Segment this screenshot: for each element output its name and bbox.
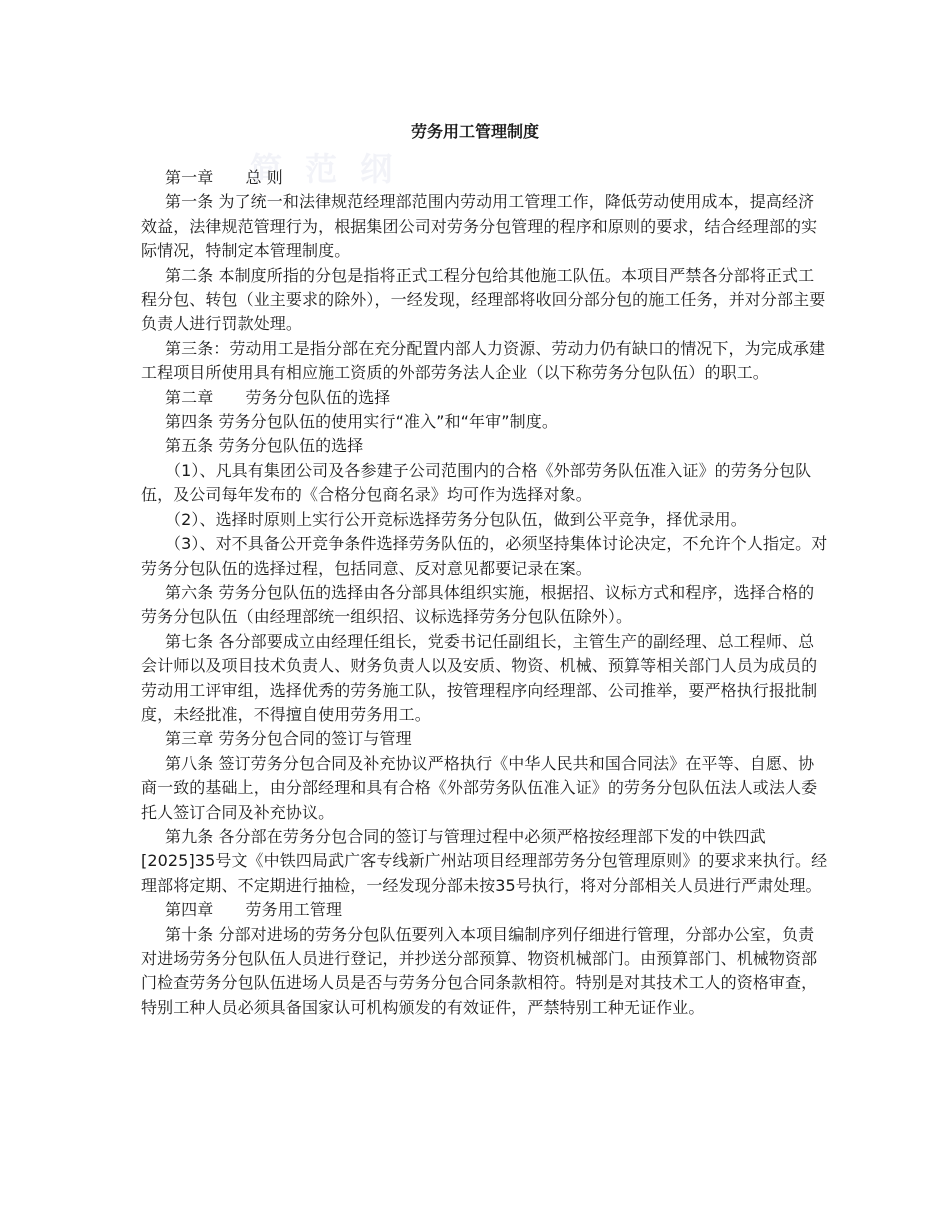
list-item: （3）、对不具备公开竞争条件选择劳务队伍的，必须坚持集体讨论决定，不允许个人指定。对劳务分包队伍的选择过程，包括同意、反对意见都要记录在案。 [141,534,828,578]
document-body [141,166,829,1020]
article-paragraph: 第五条 劳务分包队伍的选择 [165,436,364,456]
article-paragraph: 第四条 劳务分包队伍的使用实行“准入”和“年审”制度。 [165,412,558,432]
chapter-heading: 第三章 劳务分包合同的签订与管理 [165,729,412,749]
article-paragraph: 第一条 为了统一和法律规范经理部范围内劳动用工管理工作，降低劳动使用成本，提高经济效益，法律规范管理行为，根据集团公司对劳务分包管理的程序和原则的要求，结合经理部的实际情况，特制定本管理制度。 [141,192,818,261]
article-paragraph: 第八条 签订劳务分包合同及补充协议严格执行《中华人民共和国合同法》在平等、自愿、协商一致的基础上，由分部经理和具有合格《外部劳务队伍准入证》的劳务分包队伍法人或法人委托人签订合同及补充协议。 [141,753,818,822]
article-paragraph: 第七条 各分部要成立由经理任组长，党委书记任副组长，主管生产的副经理、总工程师、总会计师以及项目技术负责人、财务负责人以及安质、物资、机械、预算等相关部门人员为成员的劳动用工评审组，选择优秀的劳务施工队，按管理程序向经理部、公司推举，要严格执行报批制度，未经批准，不得擅自使用劳务用工。 [141,631,818,724]
chapter-heading: 第二章 劳务分包队伍的选择 [165,387,391,407]
list-item: （2）、选择时原则上实行公开竞标选择劳务分包队伍，做到公平竞争，择优录用。 [165,509,747,529]
article-paragraph: 第九条 各分部在劳务分包合同的签订与管理过程中必须严格按经理部下发的中铁四武[2025]35号文《中铁四局武广客专线新广州站项目经理部劳务分包管理原则》的要求来执行。经理部将定期、不定期进行抽检，一经发现分部未按35号执行，将对分部相关人员进行严肃处理。 [141,826,828,895]
article-paragraph: 第二条 本制度所指的分包是指将正式工程分包给其他施工队伍。本项目严禁各分部将正式工程分包、转包（业主要求的除外），一经发现，经理部将收回分部分包的施工任务，并对分部主要负责人进行罚款处理。 [141,265,826,334]
watermark: 简 范 纲 [250,150,399,188]
article-paragraph: 第三条：劳动用工是指分部在充分配置内部人力资源、劳动力仍有缺口的情况下，为完成承建工程项目所使用具有相应施工资质的外部劳务法人企业（以下称劳务分包队伍）的职工。 [141,338,826,383]
list-item: （1）、凡具有集团公司及各参建子公司范围内的合格《外部劳务队伍准入证》的劳务分包队伍，及公司每年发布的《合格分包商名录》均可作为选择对象。 [141,460,812,505]
chapter-heading: 第一章 总 则 [165,168,283,187]
article-paragraph: 第十条 分部对进场的劳务分包队伍要列入本项目编制序列仔细进行管理，分部办公室，负责对进场劳务分包队伍人员进行登记，并抄送分部预算、物资机械部门。由预算部门、机械物资部门检查劳务分包队伍进场人员是否与劳务分包合同条款相符。特别是对其技术工人的资格审查，特别工种人员必须具备国家认可机构颁发的有效证件，严禁特别工种无证作业。 [141,924,818,1017]
article-paragraph: 第六条 劳务分包队伍的选择由各分部具体组织实施，根据招、议标方式和程序，选择合格的劳务分包队伍（由经理部统一组织招、议标选择劳务分包队伍除外）。 [141,582,815,627]
document-title: 劳务用工管理制度 [410,122,539,141]
chapter-heading: 第四章 劳务用工管理 [165,900,343,920]
